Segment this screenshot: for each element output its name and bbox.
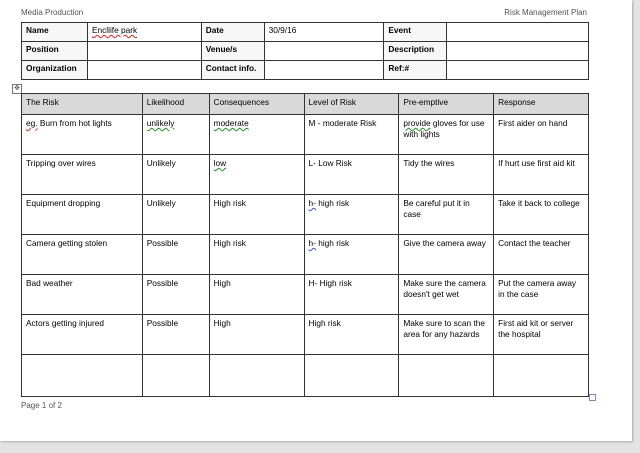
consequences-cell[interactable]: High	[209, 315, 304, 355]
ref-value[interactable]	[447, 61, 589, 80]
header-left: Media Production	[21, 8, 84, 17]
col-header-level: Level of Risk	[304, 94, 399, 115]
position-label: Position	[22, 42, 88, 61]
preemptive-cell[interactable]: Tidy the wires	[399, 155, 494, 195]
consequences-cell[interactable]	[209, 155, 304, 195]
response-cell[interactable]: First aider on hand	[494, 115, 589, 155]
empty-cell[interactable]	[399, 355, 494, 397]
table-row	[22, 315, 589, 355]
response-cell[interactable]: Take it back to college	[494, 195, 589, 235]
level-text: high risk	[315, 238, 350, 248]
level-prefix: h-	[308, 198, 316, 208]
level-cell[interactable]: M - moderate Risk	[304, 115, 399, 155]
page-number: Page 1 of 2	[21, 401, 62, 410]
risk-cell[interactable]: Tripping over wires	[22, 155, 143, 195]
level-cell[interactable]: L- Low Risk	[304, 155, 399, 195]
table-row	[22, 115, 589, 155]
likelihood-cell[interactable]: Possible	[142, 275, 209, 315]
consequences-cell[interactable]: High risk	[209, 235, 304, 275]
risk-cell[interactable]: Camera getting stolen	[22, 235, 143, 275]
name-value-cell[interactable]	[87, 23, 201, 42]
event-label: Event	[384, 23, 447, 42]
table-row	[22, 275, 589, 315]
contact-label: Contact info.	[201, 61, 264, 80]
level-prefix: h-	[308, 238, 316, 248]
likelihood-cell[interactable]: Unlikely	[142, 155, 209, 195]
preemptive-cell[interactable]	[399, 115, 494, 155]
level-cell[interactable]	[304, 235, 399, 275]
description-value[interactable]	[447, 42, 589, 61]
risk-cell[interactable]: Actors getting injured	[22, 315, 143, 355]
consequences-cell[interactable]: High	[209, 275, 304, 315]
preemptive-cell[interactable]: Be careful put it in case	[399, 195, 494, 235]
name-label: Name	[22, 23, 88, 42]
level-cell[interactable]: H- High risk	[304, 275, 399, 315]
empty-cell[interactable]	[22, 355, 143, 397]
empty-cell[interactable]	[494, 355, 589, 397]
consequences-text: moderate	[213, 118, 249, 128]
col-header-risk: The Risk	[22, 94, 143, 115]
position-value[interactable]	[87, 42, 201, 61]
table-move-handle-icon[interactable]: ✥	[12, 84, 22, 94]
info-table	[21, 22, 589, 80]
likelihood-cell[interactable]: Unlikely	[142, 195, 209, 235]
likelihood-cell[interactable]: Possible	[142, 235, 209, 275]
info-row-position	[22, 42, 589, 61]
table-resize-handle[interactable]	[589, 394, 596, 401]
level-text: high risk	[315, 198, 350, 208]
col-header-likelihood: Likelihood	[142, 94, 209, 115]
preemptive-cell[interactable]: Give the camera away	[399, 235, 494, 275]
venue-value[interactable]	[264, 42, 384, 61]
consequences-cell[interactable]	[209, 115, 304, 155]
organization-label: Organization	[22, 61, 88, 80]
info-row-name	[22, 23, 589, 42]
col-header-preemptive: Pre-emptive	[399, 94, 494, 115]
risk-cell[interactable]	[22, 115, 143, 155]
contact-value[interactable]	[264, 61, 384, 80]
empty-cell[interactable]	[304, 355, 399, 397]
description-label: Description	[384, 42, 447, 61]
risk-cell[interactable]: Equipment dropping	[22, 195, 143, 235]
info-row-organization	[22, 61, 589, 80]
date-value[interactable]: 30/9/16	[264, 23, 384, 42]
risk-table-header-row	[22, 94, 589, 115]
col-header-response: Response	[494, 94, 589, 115]
preemptive-text: gloves for use with lights	[403, 118, 485, 139]
event-value[interactable]	[447, 23, 589, 42]
ref-label: Ref:#	[384, 61, 447, 80]
preemptive-cell[interactable]: Make sure the camera doesn't get wet	[399, 275, 494, 315]
empty-cell[interactable]	[209, 355, 304, 397]
level-cell[interactable]	[304, 195, 399, 235]
response-cell[interactable]: First aid kit or server the hospital	[494, 315, 589, 355]
risk-text: Burn from hot lights	[37, 118, 112, 128]
table-row	[22, 235, 589, 275]
preemptive-cell[interactable]: Make sure to scan the area for any hazards	[399, 315, 494, 355]
empty-cell[interactable]	[142, 355, 209, 397]
table-row-empty	[22, 355, 589, 397]
header-right: Risk Management Plan	[504, 8, 587, 17]
risk-table	[21, 93, 589, 397]
preemptive-prefix: provide	[403, 118, 431, 128]
risk-prefix: eg.	[26, 118, 38, 128]
likelihood-cell[interactable]: Possible	[142, 315, 209, 355]
likelihood-text: unlikely	[146, 118, 175, 128]
likelihood-cell[interactable]	[142, 115, 209, 155]
organization-value[interactable]	[87, 61, 201, 80]
col-header-consequences: Consequences	[209, 94, 304, 115]
date-label: Date	[201, 23, 264, 42]
consequences-cell[interactable]: High risk	[209, 195, 304, 235]
table-row	[22, 155, 589, 195]
level-cell[interactable]: High risk	[304, 315, 399, 355]
risk-cell[interactable]: Bad weather	[22, 275, 143, 315]
name-value: Encllife park	[91, 25, 138, 35]
venue-label: Venue/s	[201, 42, 264, 61]
response-cell[interactable]: Put the camera away in the case	[494, 275, 589, 315]
table-row	[22, 195, 589, 235]
consequences-text: low	[213, 158, 227, 168]
response-cell[interactable]: Contact the teacher	[494, 235, 589, 275]
response-cell[interactable]: If hurt use first aid kit	[494, 155, 589, 195]
